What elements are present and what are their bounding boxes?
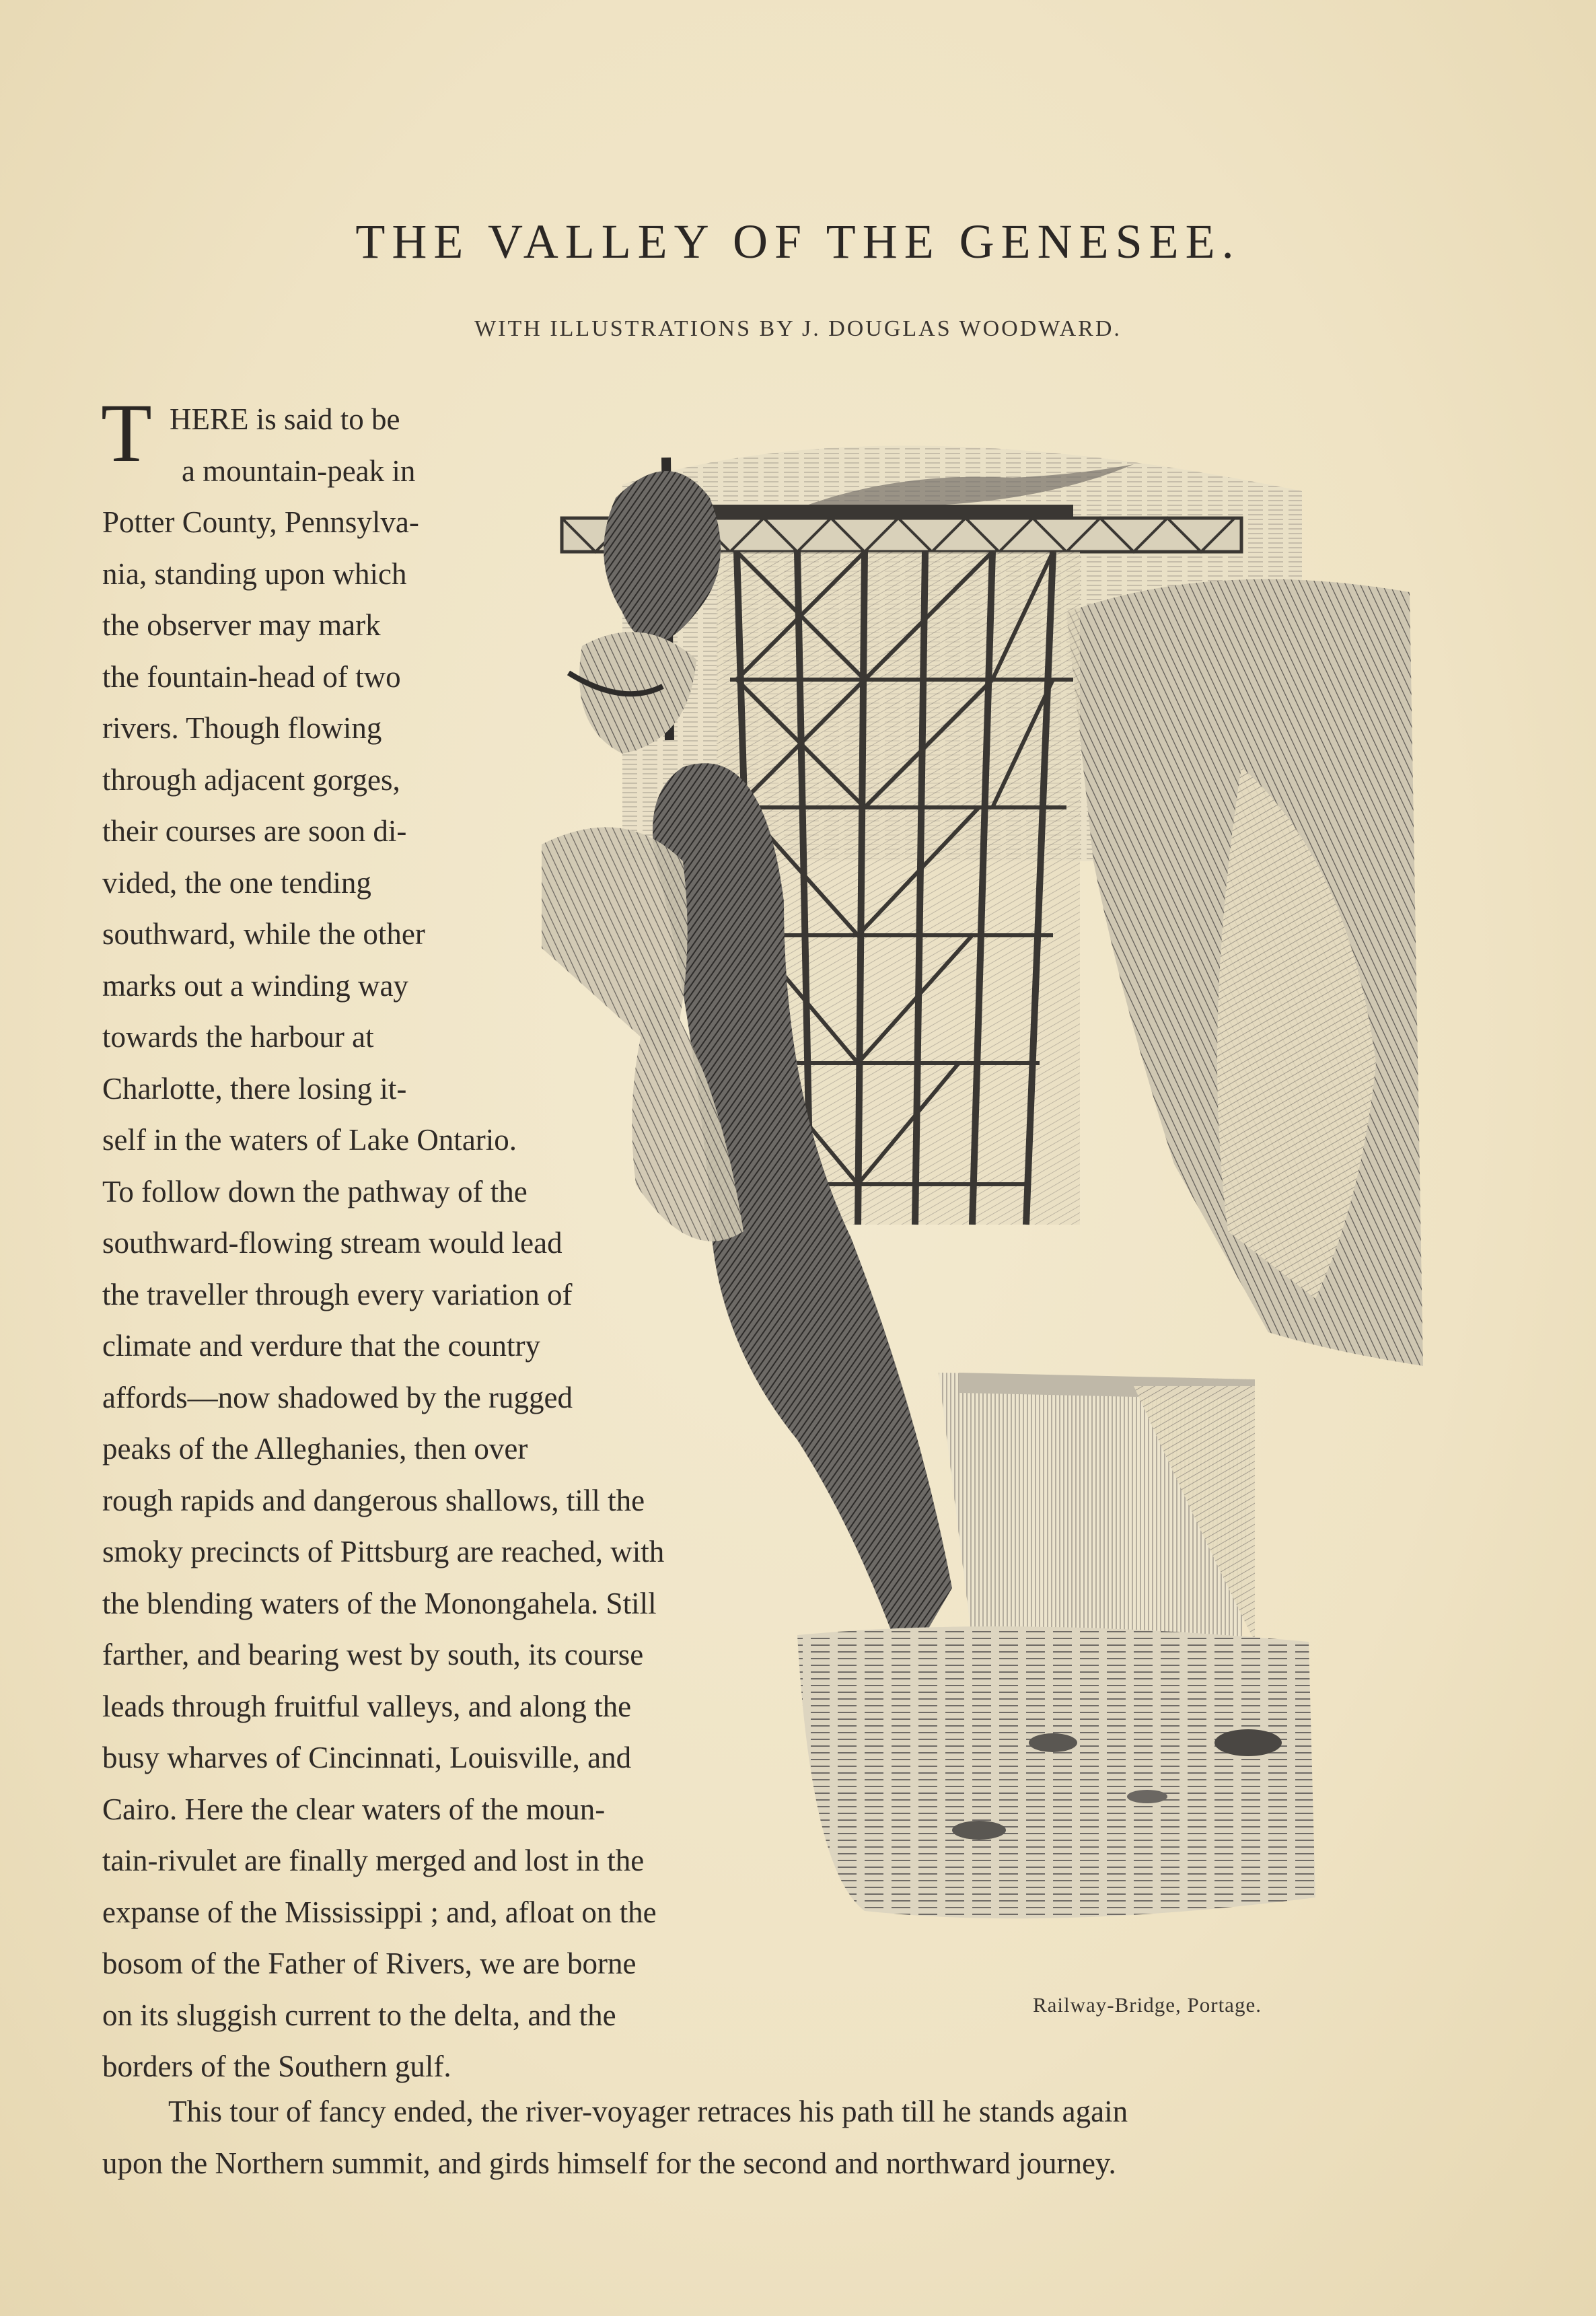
- text-line: their courses are soon di-: [102, 814, 407, 848]
- text-line: peaks of the Alleghanies, then over: [102, 1432, 528, 1465]
- text-line: expanse of the Mississippi ; and, afloat on the: [102, 1895, 657, 1929]
- text-line: upon the Northern summit, and girds himself for the second and northward journey.: [102, 2146, 1116, 2180]
- drop-cap: T: [101, 387, 152, 479]
- text-line: Cairo. Here the clear waters of the moun-: [102, 1793, 606, 1826]
- text-line: busy wharves of Cincinnati, Louisville, and: [102, 1741, 632, 1774]
- text-line: borders of the Southern gulf.: [102, 2050, 451, 2083]
- text-line: marks out a winding way: [102, 969, 408, 1003]
- text-line: Charlotte, there losing it-: [102, 1072, 407, 1106]
- text-line: smoky precincts of Pittsburg are reached, with: [102, 1535, 665, 1568]
- illustration-caption: Railway-Bridge, Portage.: [1033, 1993, 1262, 2017]
- text-line: a mountain-peak in: [182, 454, 416, 488]
- text-line: vided, the one tending: [102, 866, 371, 900]
- text-line: tain-rivulet are finally merged and lost in the: [102, 1844, 645, 1877]
- text-line: southward, while the other: [102, 917, 425, 951]
- text-line: the fountain-head of two: [102, 660, 401, 694]
- text-line: towards the harbour at: [102, 1020, 374, 1054]
- text-line: the blending waters of the Monongahela. Still: [102, 1587, 657, 1620]
- text-line: self in the waters of Lake Ontario.: [102, 1123, 517, 1157]
- text-line: nia, standing upon which: [102, 557, 407, 591]
- text-line: affords—now shadowed by the rugged: [102, 1381, 573, 1414]
- text-line: bosom of the Father of Rivers, we are borne: [102, 1947, 637, 1980]
- text-line: rough rapids and dangerous shallows, till the: [102, 1484, 645, 1517]
- text-line: This tour of fancy ended, the river-voyager retraces his path till he stands again: [168, 2095, 1128, 2128]
- text-line: farther, and bearing west by south, its course: [102, 1638, 644, 1671]
- text-line: the observer may mark: [102, 608, 381, 642]
- text-line: rivers. Though flowing: [102, 711, 382, 745]
- page-subtitle: WITH ILLUSTRATIONS BY J. DOUGLAS WOODWARD.: [474, 316, 1122, 341]
- text-line: leads through fruitful valleys, and along the: [102, 1690, 632, 1723]
- page-title: THE VALLEY OF THE GENESEE.: [355, 215, 1241, 268]
- text-line: the traveller through every variation of: [102, 1278, 573, 1311]
- text-line: climate and verdure that the country: [102, 1329, 540, 1363]
- text-line: To follow down the pathway of the: [102, 1175, 528, 1208]
- text-line: Potter County, Pennsylva-: [102, 505, 419, 539]
- text-line: HERE is said to be: [170, 402, 400, 436]
- text-line: on its sluggish current to the delta, and the: [102, 1998, 616, 2032]
- text-line: through adjacent gorges,: [102, 763, 400, 797]
- railway-bridge-engraving: [542, 390, 1433, 2005]
- river: [797, 1626, 1315, 1918]
- text-line: southward-flowing stream would lead: [102, 1226, 563, 1260]
